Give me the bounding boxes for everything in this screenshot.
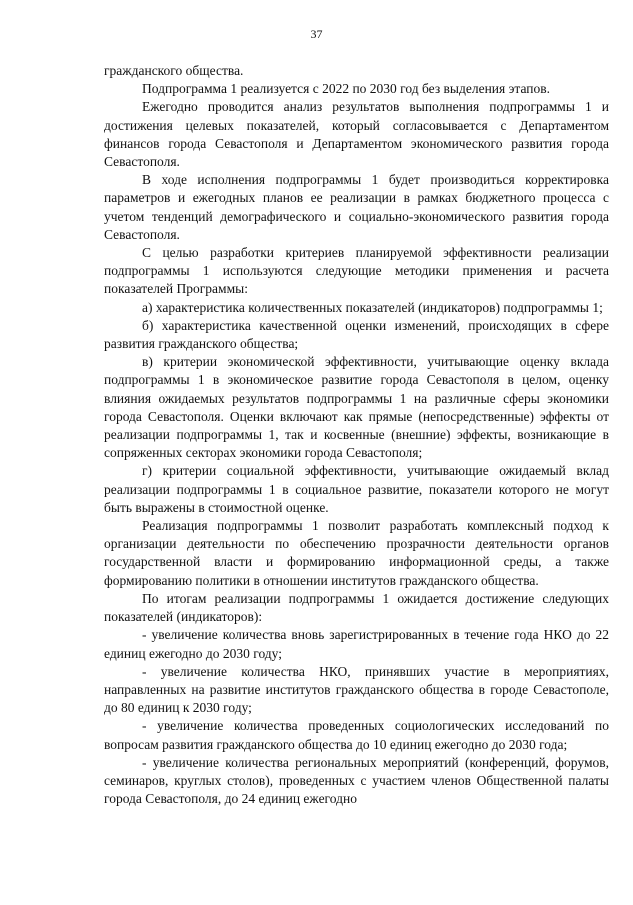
indicator-item-2: - увеличение количества НКО, принявших участие в мероприятиях, направленных на развитие институтов гражданского общества в городе Севастополе, до 80 единиц к 2030 году; xyxy=(104,663,609,716)
document-body xyxy=(104,62,609,808)
list-item-d: г) критерии социальной эффективности, учитывающие ожидаемый вклад реализации подпрограммы 1 в социальное развитие, показатели которого не могут быть выражены в стоимостной оценке. xyxy=(104,463,609,515)
paragraph-analysis: Ежегодно проводится анализ результатов выполнения подпрограммы 1 и достижения целевых показателей, который согласовывается с Департаментом финансов города Севастополя и Департаментом экономического развития города Севастополя. xyxy=(104,99,609,170)
list-item-b: б) характеристика качественной оценки изменений, происходящих в сфере развития гражданского общества; xyxy=(104,317,609,352)
paragraph-period: Подпрограмма 1 реализуется с 2022 по 2030 год без выделения этапов. xyxy=(142,81,550,97)
paragraph-implementation: Реализация подпрограммы 1 позволит разработать комплексный подход к организации деятельности по обеспечению прозрачности деятельности органов государственной власти и формированию информационной среды, а также формированию политики в отношении институтов гражданского общества. xyxy=(104,518,609,588)
list-item-a: а) характеристика количественных показателей (индикаторов) подпрограммы 1; xyxy=(142,299,603,315)
indicator-item-4: - увеличение количества региональных мероприятий (конференций, форумов, семинаров, круглых столов), проведенных с участием членов Общественной палаты города Севастополя, до 24 единиц ежегодно xyxy=(104,754,609,807)
paragraph-adjustment: В ходе исполнения подпрограммы 1 будет производиться корректировка параметров и ежегодных планов ее реализации в рамках бюджетного процесса с учетом тенденций демографического и социально-экономического развития города Севастополя. xyxy=(104,172,609,242)
page-number: 37 xyxy=(310,27,323,41)
list-item-c: в) критерии экономической эффективности, учитывающие оценку вклада подпрограммы 1 в экономическое развитие города Севастополя в целом, оценку влияния ожидаемых результатов подпрограммы 1 на различные сферы экономики города Севастополя. Оценки включают как прямые (непосредственные) эффекты от реализации подпрограммы 1, так и косвенные (внешние) эффекты, возникающие в сопряженных секторах экономики города Севастополя; xyxy=(104,354,609,461)
paragraph-continuation: гражданского общества. xyxy=(104,63,244,78)
indicator-item-3: - увеличение количества проведенных социологических исследований по вопросам развития гражданского общества до 10 единиц ежегодно до 2030 года; xyxy=(104,718,609,752)
paragraph-criteria-intro: С целью разработки критериев планируемой эффективности реализации подпрограммы 1 используются следующие методики применения и расчета показателей Программы: xyxy=(104,245,609,297)
indicator-item-1: - увеличение количества вновь зарегистрированных в течение года НКО до 22 единиц ежегодно до 2030 году; xyxy=(104,627,609,661)
paragraph-results-intro: По итогам реализации подпрограммы 1 ожидается достижение следующих показателей (индикаторов): xyxy=(104,590,609,625)
